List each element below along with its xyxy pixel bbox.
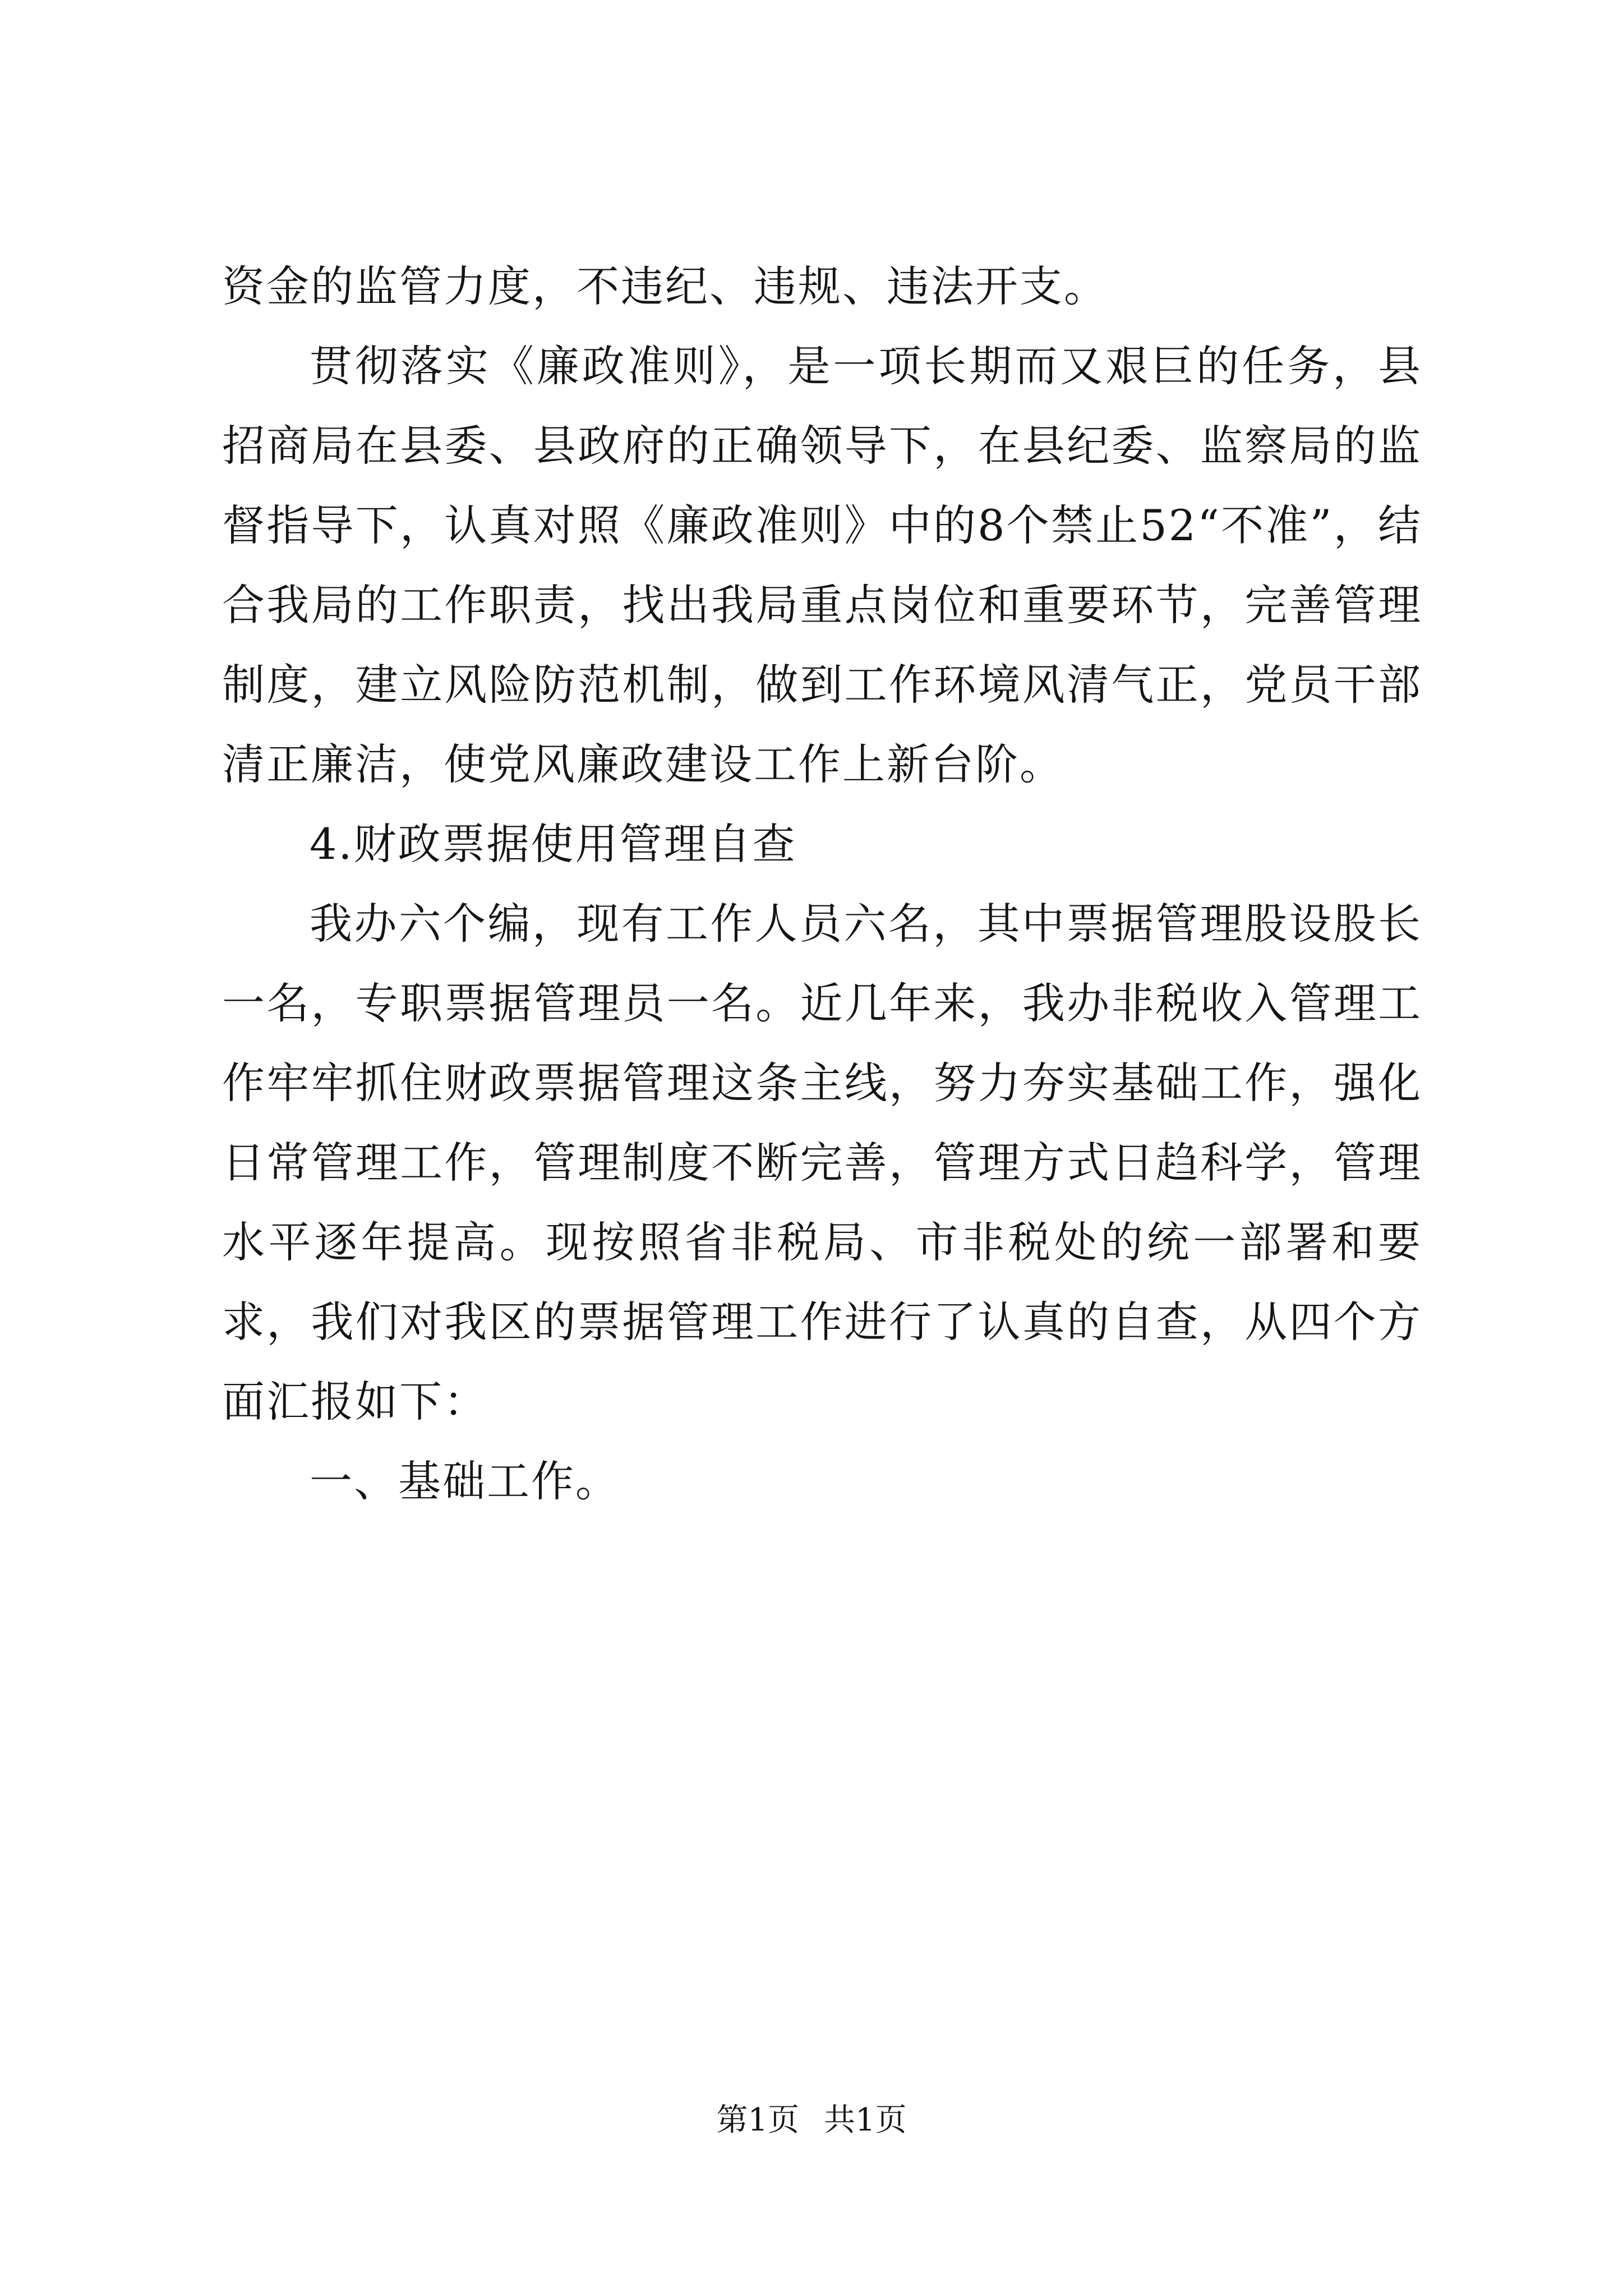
subheading-basic-work: 一、基础工作。 <box>310 1456 620 1506</box>
paragraph-office-staffing: 我办六个编，现有工作人员六名，其中票据管理股设股长一名，专职票据管理员一名。近几年来，我办非税收入管理工作牢牢抓住财政票据管理这条主线，努力夯实基础工作，强化日常管理工作，管理制度不断完善，管理方式日趋科学，管理水平逐年提高。现按照省非税局、市非税处的统一部署和要求，我们对我区的票据管理工作进行了认真的自查，从四个方面汇报如下： <box>222 899 1422 1427</box>
page-footer <box>0 2100 1623 2141</box>
page-total: 共1页 <box>824 2102 907 2138</box>
section-heading-receipt-self-check: 4.财政票据使用管理自查 <box>310 819 797 869</box>
paragraph-continuation: 资金的监管力度，不违纪、违规、违法开支。 <box>222 261 1108 311</box>
document-body <box>222 247 1422 1521</box>
paragraph-integrity-rules: 贯彻落实《廉政准则》，是一项长期而又艰巨的任务，县招商局在县委、县政府的正确领导下，在县纪委、监察局的监督指导下，认真对照《廉政准则》中的8个禁止52“不准”，结合我局的工作职责，找出我局重点岗位和重要环节，完善管理制度，建立风险防范机制，做到工作环境风清气正，党员干部清正廉洁，使党风廉政建设工作上新台阶。 <box>222 341 1422 789</box>
page-number: 第1页 <box>716 2102 799 2138</box>
